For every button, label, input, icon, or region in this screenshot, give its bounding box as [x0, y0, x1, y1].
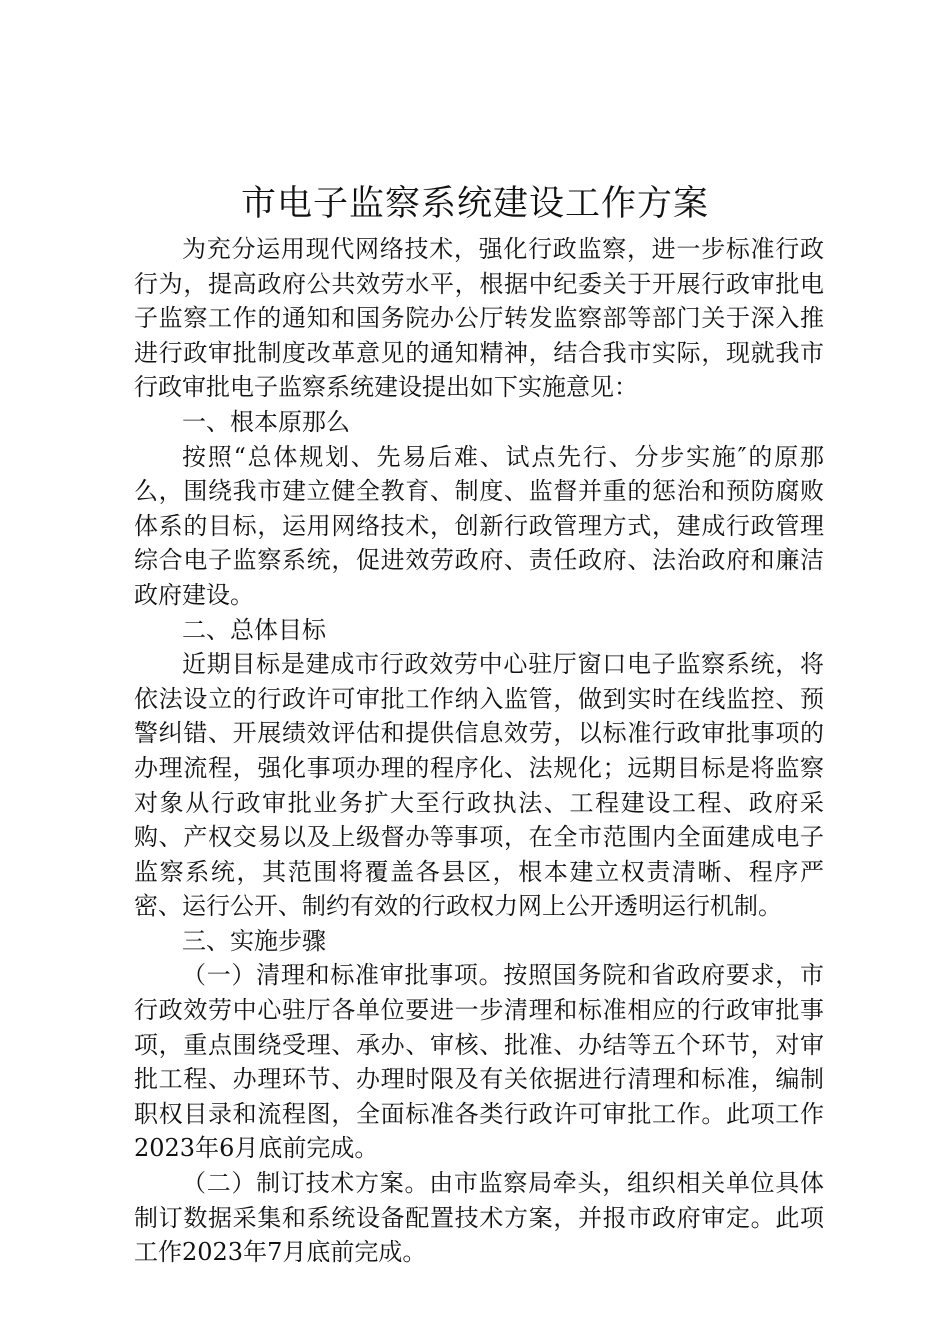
paragraph-principle: 按照“总体规划、先易后难、试点先行、分步实施″的原那么，围绕我市建立健全教育、制度、监督并重的惩治和预防腐败体系的目标，运用网络技术，创新行政管理方式，建成行政管理综合电子监察系统，促进效劳政府、责任政府、法治政府和廉洁政府建设。: [134, 442, 824, 609]
paragraph-step-one: （一）清理和标准审批事项。按照国务院和省政府要求，市行政效劳中心驻厅各单位要进一步清理和标准相应的行政审批事项，重点围绕受理、承办、审核、批准、办结等五个环节，对审批工程、办理环节、办理时限及有关依据进行清理和标准，编制职权目录和流程图，全面标准各类行政许可审批工作。此项工作2023年6月底前完成。: [134, 961, 824, 1163]
paragraph-goal: 近期目标是建成市行政效劳中心驻厅窗口电子监察系统，将依法设立的行政许可审批工作纳入监管，做到实时在线监控、预警纠错、开展绩效评估和提供信息效劳，以标准行政审批事项的办理流程，强化事项办理的程序化、法规化；远期目标是将监察对象从行政审批业务扩大至行政执法、工程建设工程、政府采购、产权交易以及上级督办等事项，在全市范围内全面建成电子监察系统，其范围将覆盖各县区，根本建立权责清晰、程序严密、运行公开、制约有效的行政权力网上公开透明运行机制。: [134, 650, 824, 921]
heading-basic-principle: 一、根本原那么: [182, 407, 350, 436]
document-body: [134, 232, 824, 1270]
document-title: 市电子监察系统建设工作方案: [240, 184, 709, 224]
paragraph-intro: 为充分运用现代网络技术，强化行政监察，进一步标准行政行为，提高政府公共效劳水平，根据中纪委关于开展行政审批电子监察工作的通知和国务院办公厅转发监察部等部门关于深入推进行政审批制度改革意见的通知精神，结合我市实际，现就我市行政审批电子监察系统建设提出如下实施意见：: [134, 235, 824, 402]
paragraph-step-two: （二）制订技术方案。由市监察局牵头，组织相关单位具体制订数据采集和系统设备配置技术方案，并报市政府审定。此项工作2023年7月底前完成。: [134, 1169, 824, 1267]
heading-overall-goal: 二、总体目标: [182, 615, 326, 644]
heading-implementation-steps: 三、实施步骤: [182, 926, 326, 955]
